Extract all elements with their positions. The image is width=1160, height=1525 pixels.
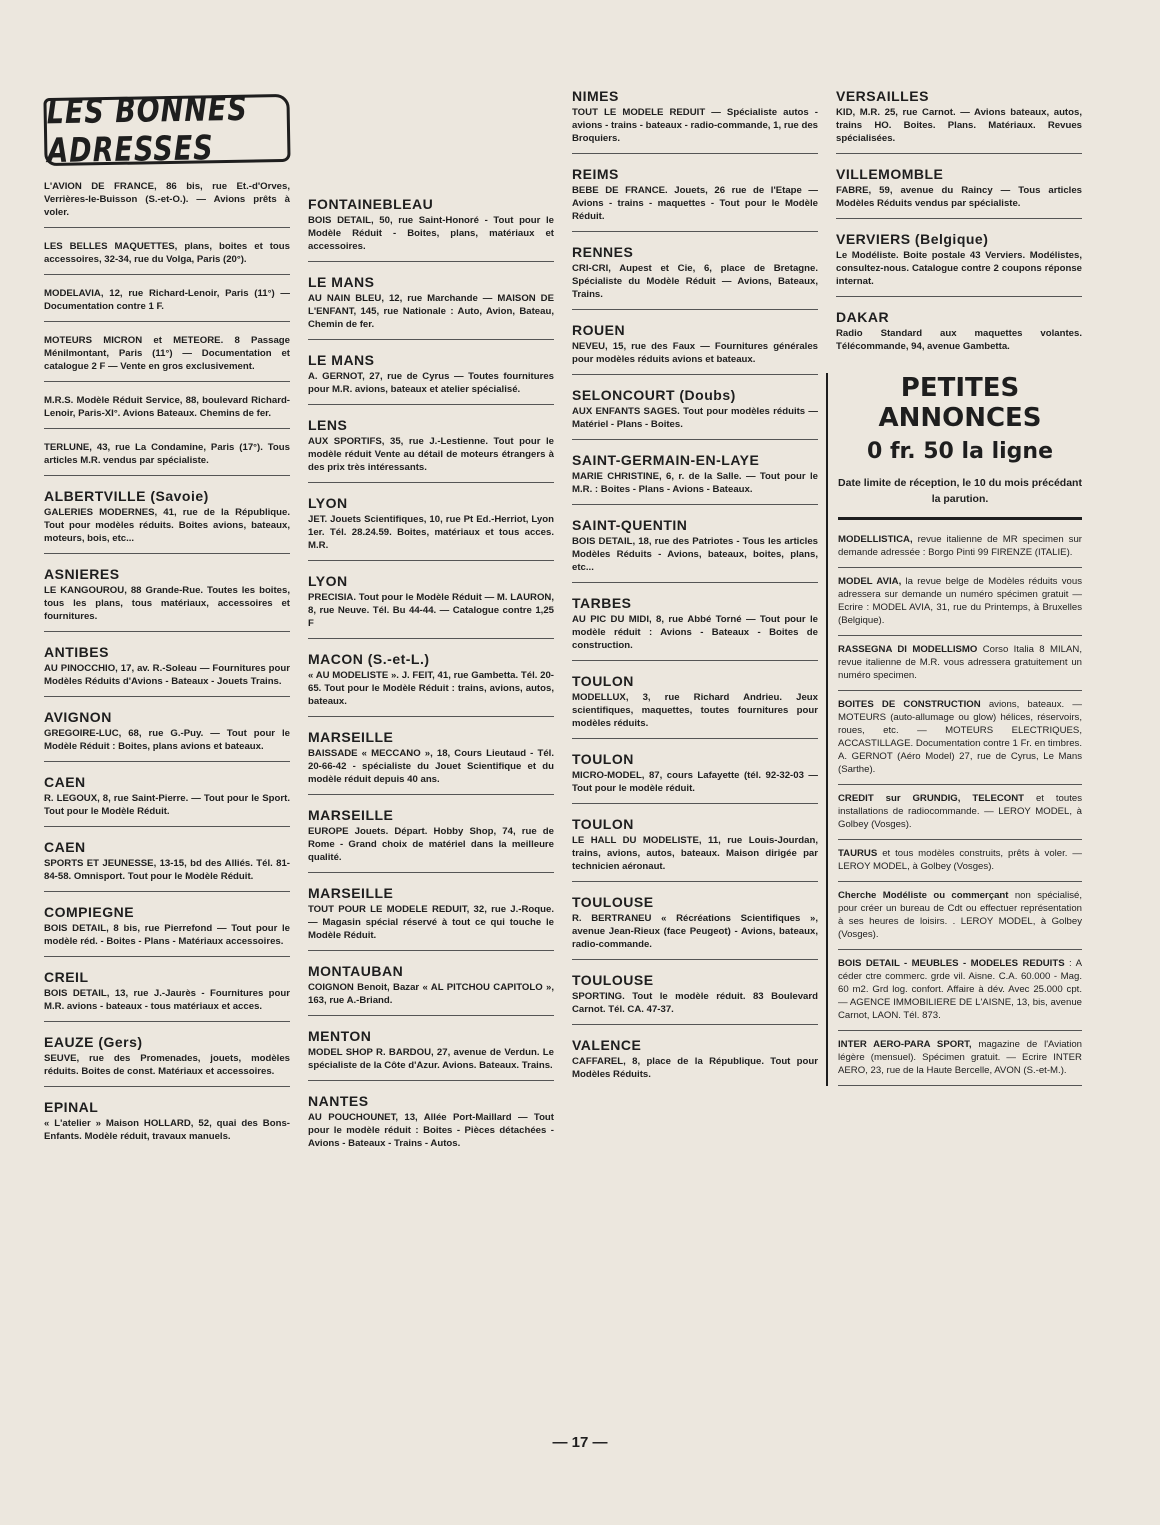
listing [44,969,290,1022]
listing [308,1028,554,1081]
listing-city: MARSEILLE [308,729,394,745]
listing-city: ROUEN [572,322,626,338]
listing [836,166,1082,219]
ad-lead: MODEL AVIA, [838,576,902,587]
listing-text: MARIE CHRISTINE, 6, r. de la Salle. — Tout pour le M.R. : Boites - Plans - Avions - Bateaux. [572,471,818,495]
listing [44,1034,290,1087]
listing [44,709,290,762]
listing-city: MARSEILLE [308,885,394,901]
listing-city: CAEN [44,774,86,790]
listings-col2 [308,196,554,1158]
listing-text: « AU MODELISTE ». J. FEIT, 41, rue Gambetta. Tél. 20-65. Tout pour le Modèle Réduit : trains, avions, autos, bateaux. [308,670,554,707]
listing-city: VILLEMOMBLE [836,166,944,182]
listing [308,573,554,639]
ad-lead: INTER AERO-PARA SPORT, [838,1039,972,1050]
listing-city: LYON [308,573,348,589]
listing [44,240,290,275]
listings-col3 [572,88,818,1089]
listing [44,180,290,228]
ad-item [838,691,1082,785]
listing-city: SAINT-GERMAIN-EN-LAYE [572,452,760,468]
ad-lead: BOIS DETAIL - MEUBLES - MODELES REDUITS [838,958,1065,969]
column-2 [308,88,554,1170]
listing-city: REIMS [572,166,619,182]
listing-text: MODEL SHOP R. BARDOU, 27, avenue de Verdun. Le spécialiste de la Côte d'Azur. Avions. Bateaux. Trains. [308,1047,554,1071]
listing-city: TOULOUSE [572,894,654,910]
listing-text: BOIS DETAIL, 8 bis, rue Pierrefond — Tout pour le modèle réd. - Boites - Plans - Matériaux accessoires. [44,923,290,947]
listing [44,394,290,429]
listing-text: MOTEURS MICRON et METEORE. 8 Passage Ménilmontant, Paris (11°) — Documentation et catalogue 2 F — Vente en gros exclusivement. [44,335,290,372]
ad-text: Corso Italia 8 MILAN, revue italienne de M.R. vous adressera gratuitement un numéro specimen. [838,644,1082,681]
listing [572,816,818,882]
listing [572,88,818,154]
listing-text: SPORTS ET JEUNESSE, 13-15, bd des Alliés. Tél. 81-84-58. Omnisport. Tout pour le Modèle Réduit. [44,858,290,882]
ad-text: et toutes installations de radiocommande. — LEROY MODEL, à Golbey (Vosges). [838,793,1083,830]
listing-text: AU NAIN BLEU, 12, rue Marchande — MAISON DE L'ENFANT, 145, rue Nationale : Auto, Avion, Bateau, Chemin de fer. [308,293,554,330]
listing [308,1093,554,1158]
ad-text: la revue belge de Modèles réduits vous adressera sur demande un numéro spécimen gratuit — Ecrire : MODEL AVIA, 31, rue du Printemps, à Bruxelles (Belgique). [838,576,1082,626]
listings-col4 [836,88,1082,361]
listing-text: BEBE DE FRANCE. Jouets, 26 rue de l'Etape — Avions - trains - maquettes - Tout pour le Modèle Réduit. [572,185,818,222]
listing-city: EPINAL [44,1099,99,1115]
banner [43,89,290,171]
listing [572,387,818,440]
ads-list [838,526,1082,1086]
listing-city: SAINT-QUENTIN [572,517,688,533]
listing-city: LE MANS [308,274,375,290]
listing-text: BOIS DETAIL, 13, rue J.-Jaurès - Fournitures pour M.R. avions - bateaux - tous matériaux et acces. [44,988,290,1012]
listing-city: MARSEILLE [308,807,394,823]
listing [308,729,554,795]
listing [44,904,290,957]
listing-city: TOULON [572,816,634,832]
listing-text: Le Modéliste. Boite postale 43 Verviers. Modélistes, consultez-nous. Catalogue contre 2 coupons réponse internat. [836,250,1082,287]
listing-city: LENS [308,417,348,433]
ad-lead: TAURUS [838,848,878,859]
listing-city: LE MANS [308,352,375,368]
petites-title: PETITES ANNONCES [878,373,1042,433]
ad-text: : A céder ctre commerc. grde vil. Aisne. C.A. 60.000 - Mag. 60 m2. Grd log. confort. Affaire à dév. Avec 25.000 cpt. — AGENCE IMMOBILIERE DE L'AISNE, 13, bis, avenue Carnot, LAON. Tél. 873. [838,958,1082,1021]
ad-text: magazine de l'Aviation légère (mensuel). Spécimen gratuit. — Ecrire INTER AERO, 23, rue de la Haute Bercelle, AVON (S.-et-M.). [838,1039,1083,1076]
listing-text: SPORTING. Tout le modèle réduit. 83 Boulevard Carnot. Tél. CA. 47-37. [572,991,818,1015]
listing [308,352,554,405]
listing [836,88,1082,154]
listing [308,417,554,483]
page-number: — 17 — [552,1434,608,1451]
listing-text: CAFFAREL, 8, place de la République. Tout pour Modèles Réduits. [572,1056,818,1080]
listing-text: R. BERTRANEU « Récréations Scientifiques », avenue Jean-Rieux (face Peugeot) - Avions, bateaux, radio-commande. [572,913,818,950]
listing [572,595,818,661]
listing [308,651,554,717]
listing [44,774,290,827]
ad-text: avions, bateaux. — MOTEURS (auto-allumage ou glow) hélices, réservoirs, roues, etc. — MOTEURS ELECTRIQUES, ACCASTILLAGE. Documentation contre 1 Fr. en timbres. A. GERNOT (Aéro Model) 27, rue de Cyrus, Le Mans (Sarthe). [838,699,1082,775]
ad-item [838,785,1082,840]
listing-city: VERVIERS (Belgique) [836,231,989,247]
ad-item [838,568,1082,636]
listing [572,452,818,505]
listing-text: TOUT LE MODELE REDUIT — Spécialiste autos - avions - trains - bateaux - radio-commande, 1, rue des Broquiers. [572,107,818,144]
listing-text: TOUT POUR LE MODELE REDUIT, 32, rue J.-Roque. — Magasin spécial réservé à tout ce qui touche le Modèle Réduit. [308,904,554,941]
listing [308,963,554,1016]
listing-text: AU PIC DU MIDI, 8, rue Abbé Torné — Tout pour le modèle réduit : Avions - Bateaux - Boites de construction. [572,614,818,651]
listing-text: BOIS DETAIL, 50, rue Saint-Honoré - Tout pour le Modèle Réduit - Boites, plans, matériaux et accessoires. [308,215,554,252]
listing-text: AUX SPORTIFS, 35, rue J.-Lestienne. Tout pour le modèle réduit Vente au détail de moteurs étrangers à des prix très intéressants. [308,436,554,473]
listing [44,441,290,476]
ad-item [838,526,1082,568]
listing-text: CRI-CRI, Aupest et Cie, 6, place de Bretagne. Spécialiste du Modèle Réduit — Avions, Bateaux, Trains. [572,263,818,300]
listing-text: LES BELLES MAQUETTES, plans, boites et tous accessoires, 32-34, rue du Volga, Paris (20°). [44,241,290,265]
listing-city: LYON [308,495,348,511]
listing [44,334,290,382]
listing-city: FONTAINEBLEAU [308,196,434,212]
listing-city: NIMES [572,88,619,104]
listing-city: COMPIEGNE [44,904,135,920]
listing-text: Radio Standard aux maquettes volantes. Télécommande, 94, avenue Gambetta. [836,328,1082,352]
listing [572,244,818,310]
ad-lead: MODELLISTICA, [838,534,913,545]
listing-text: TERLUNE, 43, rue La Condamine, Paris (17°). Tous articles M.R. vendus par spécialiste. [44,442,290,466]
listing [572,517,818,583]
listing-text: MODELLUX, 3, rue Richard Andrieu. Jeux scientifiques, maquettes, toutes fournitures pour modèles réduits. [572,692,818,729]
listing [572,166,818,232]
listing [572,751,818,804]
listing [572,673,818,739]
listing [572,972,818,1025]
listing-text: LE HALL DU MODELISTE, 11, rue Louis-Jourdan, trains, avions, autos, bateaux. Maison dirigée par technicien aéronaut. [572,835,818,872]
listing-text: L'AVION DE FRANCE, 86 bis, rue Et.-d'Orves, Verrières-le-Buisson (S.-et-O.). — Avions prêts à voler. [44,181,290,218]
ad-lead: BOITES DE CONSTRUCTION [838,699,981,710]
listing-city: SELONCOURT (Doubs) [572,387,736,403]
listing-text: « L'atelier » Maison HOLLARD, 52, quai des Bons-Enfants. Modèle réduit, travaux manuels. [44,1118,290,1142]
listing-text: GREGOIRE-LUC, 68, rue G.-Puy. — Tout pour le Modèle Réduit : Boites, plans avions et bateaux. [44,728,290,752]
listing-text: A. GERNOT, 27, rue de Cyrus — Toutes fournitures pour M.R. avions, bateaux et atelier spécialisé. [308,371,554,395]
listing [44,488,290,554]
listing-city: TOULON [572,751,634,767]
listing-city: CREIL [44,969,89,985]
ad-text: non spécialisé, pour créer un bureau de Cdt ou effectuer représentation à ses heures de loisirs. . LEROY MODEL, à Golbey (Vosges). [838,890,1082,940]
listing-text: KID, M.R. 25, rue Carnot. — Avions bateaux, autos, trains HO. Boites. Plans. Matériaux. Revues spécialisées. [836,107,1082,144]
ad-item [838,1031,1082,1086]
listing-city: MENTON [308,1028,372,1044]
listing [308,495,554,561]
ad-lead: RASSEGNA DI MODELLISMO [838,644,978,655]
listing-city: DAKAR [836,309,890,325]
listing-text: MODELAVIA, 12, rue Richard-Lenoir, Paris (11°) — Documentation contre 1 F. [44,288,290,312]
listing-text: COIGNON Benoit, Bazar « AL PITCHOU CAPITOLO », 163, rue A.-Briand. [308,982,554,1006]
ad-lead: Cherche Modéliste ou commerçant [838,890,1009,901]
listing-city: RENNES [572,244,634,260]
listing-city: ALBERTVILLE (Savoie) [44,488,209,504]
listing-city: VERSAILLES [836,88,929,104]
listing-city: MONTAUBAN [308,963,404,979]
listing [308,196,554,262]
ad-lead: CREDIT sur GRUNDIG, TELECONT [838,793,1025,804]
listing [44,644,290,697]
listing-text: NEVEU, 15, rue des Faux — Fournitures générales pour modèles réduits avions et bateaux. [572,341,818,365]
listing-text: PRECISIA. Tout pour le Modèle Réduit — M. LAURON, 8, rue Neuve. Tél. Bu 44-44. — Catalogue contre 1,25 F [308,592,554,629]
petites-price: 0 fr. 50 la ligne [866,439,1053,464]
listing-text: AUX ENFANTS SAGES. Tout pour modèles réduits — Matériel - Plans - Boites. [572,406,818,430]
listing-city: MACON (S.-et-L.) [308,651,430,667]
listing-city: ANTIBES [44,644,109,660]
listing-city: TOULON [572,673,634,689]
listing-text: EUROPE Jouets. Départ. Hobby Shop, 74, rue de Rome - Grand choix de matériel dans la meilleure qualité. [308,826,554,863]
ad-item [838,636,1082,691]
listing-text: LE KANGOUROU, 88 Grande-Rue. Toutes les boites, tous les plans, tous matériaux, accessoires et fournitures. [44,585,290,622]
listing-text: SEUVE, rue des Promenades, jouets, modèles réduits. Boites de const. Matériaux et accessoires. [44,1053,290,1077]
listing-city: EAUZE (Gers) [44,1034,143,1050]
banner-title: LES BONNES ADRESSES [46,89,249,171]
listing-text: MICRO-MODEL, 87, cours Lafayette (tél. 92-32-03 — Tout pour le modèle réduit. [572,770,818,794]
listing [44,839,290,892]
listing [308,885,554,951]
listings-col1 [44,180,290,1151]
listing [308,807,554,873]
listing [44,566,290,632]
listing [308,274,554,340]
listing-text: BOIS DETAIL, 18, rue des Patriotes - Tous les articles Modèles Réduits - Avions, bateaux, boites, plans, etc... [572,536,818,573]
listing [836,231,1082,297]
listing-text: AU PINOCCHIO, 17, av. R.-Soleau — Fournitures pour Modèles Réduits d'Avions - Bateaux - Jouets Trains. [44,663,290,687]
listing-text: GALERIES MODERNES, 41, rue de la République. Tout pour modèles réduits. Boites avions, bateaux, moteurs, bois, etc... [44,507,290,544]
column-1 [44,88,290,1163]
listing-city: TARBES [572,595,632,611]
listing-text: AU POUCHOUNET, 13, Allée Port-Maillard — Tout pour le modèle réduit : Boites - Pièces détachées - Avions - Bateaux - Trains - Autos. [308,1112,554,1149]
listing-text: M.R.S. Modèle Réduit Service, 88, boulevard Richard-Lenoir, Paris-XI°. Avions Bateaux. Chemins de fer. [44,395,290,419]
listing-city: VALENCE [572,1037,642,1053]
ad-item [838,950,1082,1031]
ad-item [838,840,1082,882]
listing [572,322,818,375]
listing [572,1037,818,1089]
listing-text: R. LEGOUX, 8, rue Saint-Pierre. — Tout pour le Sport. Tout pour le Modèle Réduit. [44,793,290,817]
listing-city: AVIGNON [44,709,112,725]
listing-city: NANTES [308,1093,369,1109]
listing-city: ASNIERES [44,566,120,582]
listing-text: FABRE, 59, avenue du Raincy — Tous articles Modèles Réduits vendus par spécialiste. [836,185,1082,209]
listing [44,287,290,322]
column-3 [572,88,818,1101]
listing [44,1099,290,1151]
column-4 [836,88,1082,1086]
listing [572,894,818,960]
ad-item [838,882,1082,950]
listing-text: BAISSADE « MECCANO », 18, Cours Lieutaud - Tél. 20-66-42 - spécialiste du Jouet Scientifique et du modèle réduit depuis 40 ans. [308,748,554,785]
petites-deadline: Date limite de réception, le 10 du mois précédant la parution. [838,475,1082,520]
ad-text: et tous modèles construits, prêts à voler. — LEROY MODEL, à Golbey (Vosges). [838,848,1082,872]
listing [836,309,1082,361]
ad-text: revue italienne de MR specimen sur demande adressée : Borgo Pinti 99 FIRENZE (ITALIE). [838,534,1082,558]
listing-city: TOULOUSE [572,972,654,988]
listing-text: JET. Jouets Scientifiques, 10, rue Pt Ed.-Herriot, Lyon 1er. Tél. 28.24.59. Boites, matériaux et tous acces. M.R. [308,514,554,551]
petites-annonces [826,373,1082,1086]
listing-city: CAEN [44,839,86,855]
